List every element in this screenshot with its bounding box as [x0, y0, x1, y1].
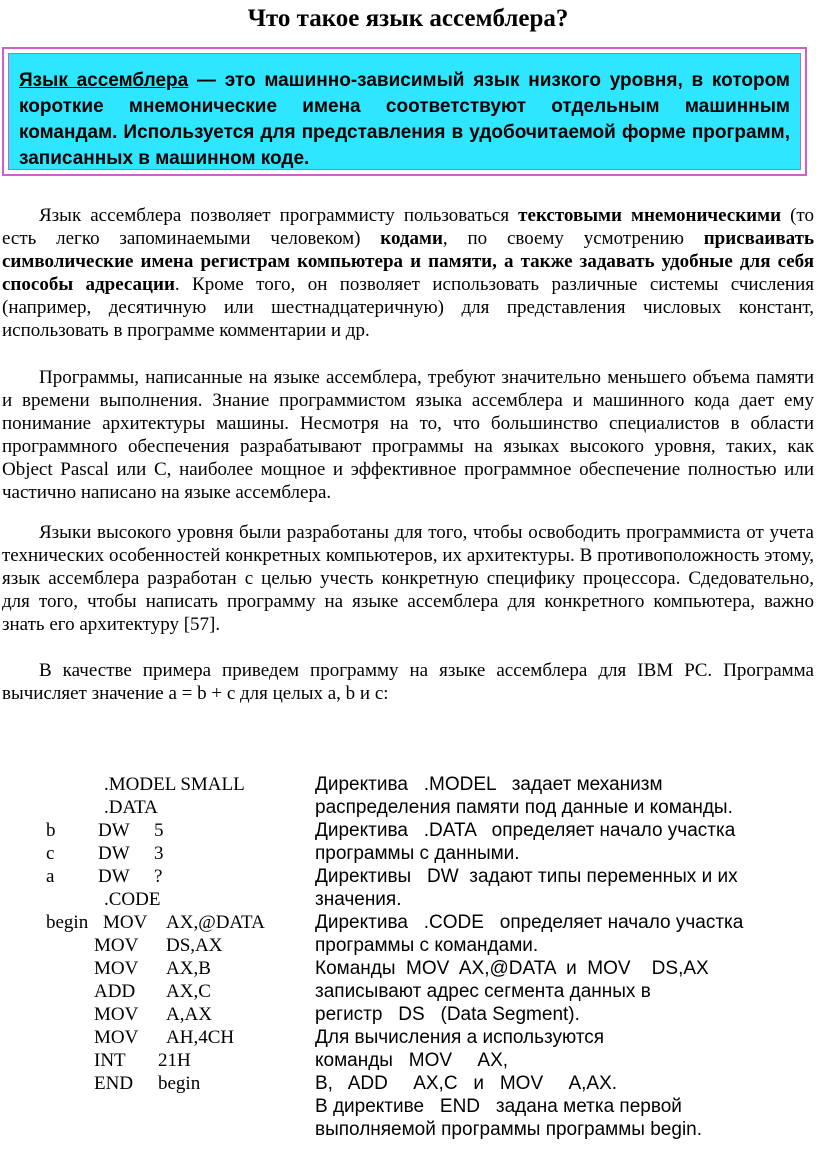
comment-line: регистр DS (Data Segment). — [315, 1004, 580, 1025]
p1-bold-3: присваивать символические имена регистрам компьютера и памяти, а также задавать удобные для себя способы адресации — [2, 228, 814, 295]
code-label: begin — [46, 912, 89, 933]
code-arg: AX,C — [166, 981, 211, 1002]
code-label: a — [46, 866, 55, 887]
code-op: MOV — [94, 935, 139, 956]
paragraph-4: В качестве примера приведем программу на языке ассемблера для IBM PC. Программа вычисляет значение а = b + с для целых а, b и с: — [2, 660, 814, 704]
p1-text-1: Язык ассемблера позволяет программисту пользоваться — [39, 205, 519, 226]
code-line — [46, 796, 306, 819]
code-line — [46, 1072, 306, 1095]
code-arg: AX,B — [166, 958, 211, 979]
code-line — [46, 1049, 306, 1072]
comment-line: распределения памяти под данные и команды. — [315, 797, 733, 818]
p1-bold-1: текстовыми мнемоническими — [518, 205, 782, 226]
code-op: DW — [98, 820, 130, 841]
code-arg: ? — [154, 866, 163, 887]
comment-line: записывают адрес сегмента данных в — [315, 981, 651, 1002]
code-op: .CODE — [104, 889, 161, 910]
assembly-code-listing — [46, 773, 306, 1095]
paragraph-1 — [2, 204, 814, 342]
p1-text-4: . Кроме того, он позволяет использовать различные системы счисления (например, десятичную или шестнадцатеричную) для представления числовых констант, использовать в программе комментарии и др. — [2, 274, 814, 341]
code-arg: 3 — [154, 843, 164, 864]
code-line — [46, 911, 306, 934]
p1-text-3: , по своему усмотрению — [442, 228, 704, 249]
comment-line: Директива .MODEL задает механизм — [315, 774, 663, 795]
code-line — [46, 957, 306, 980]
code-op: ADD — [94, 981, 136, 1002]
comment-line: выполняемой программы программы begin. — [315, 1119, 703, 1140]
code-op: INT — [94, 1050, 126, 1071]
comment-line: Директива .DATA определяет начало участка — [315, 820, 736, 841]
comment-line: В директиве END задана метка первой — [315, 1096, 682, 1117]
code-arg: A,AX — [166, 1004, 212, 1025]
code-op: DW — [98, 843, 130, 864]
definition-box — [2, 47, 807, 176]
code-op: END — [94, 1073, 134, 1094]
code-op: DW — [98, 866, 130, 887]
code-arg: 21H — [158, 1050, 191, 1071]
code-op: MOV — [94, 958, 139, 979]
definition-text — [8, 53, 801, 170]
p1-text-2: (то есть легко запоминаемыми человеком) — [2, 205, 814, 249]
paragraph-3: Языки высокого уровня были разработаны для того, чтобы освободить программиста от учета технических особенностей конкретных компьютеров, их архитектуры. В противоположность этому, язык ассемблера разработан с целью учесть конкретную специфику процессора. Сдедовательно, для того, чтобы написать программу на языке ассемблера для конкретного компьютера, важно знать его архитектуру [57]. — [2, 522, 814, 635]
code-line — [46, 934, 306, 957]
code-arg: begin — [158, 1073, 201, 1094]
code-op: MOV — [94, 1004, 139, 1025]
code-label: b — [46, 820, 56, 841]
code-label: c — [46, 843, 55, 864]
code-arg: 5 — [154, 820, 164, 841]
code-line — [46, 888, 306, 911]
code-line — [46, 980, 306, 1003]
comment-line: Для вычисления а используются — [315, 1027, 605, 1048]
code-arg: AH,4CH — [166, 1027, 235, 1048]
code-op: .MODEL SMALL — [104, 774, 245, 795]
code-op: MOV — [103, 912, 148, 933]
comment-line: программы с данными. — [315, 843, 520, 864]
code-op: MOV — [94, 1027, 139, 1048]
comment-line: программы с командами. — [315, 935, 539, 956]
code-line — [46, 1003, 306, 1026]
paragraph-2: Программы, написанные на языке ассемблера, требуют значительно меньшего объема памяти и времени выполнения. Знание программистом языка ассемблера и машинного кода дает ему понимание архитектуры машины. Несмотря на то, что большинство специалистов в области программного обеспечения разрабатывают программы на языках высокого уровня, таких, как Object Pascal или C, наиболее мощное и эффективное программное обеспечение полностью или частично написано на языке ассемблера. — [2, 367, 814, 503]
definition-term: Язык ассемблера — [19, 70, 189, 91]
code-line — [46, 819, 306, 842]
code-line — [46, 773, 306, 796]
code-arg: AX,@DATA — [166, 912, 265, 933]
p1-bold-2: кодами — [380, 228, 443, 249]
code-comments — [315, 773, 775, 1141]
code-arg: DS,AX — [166, 935, 223, 956]
comment-line: B, ADD AX,C и MOV A,AX. — [315, 1073, 618, 1094]
comment-line: Директива .CODE определяет начало участка — [315, 912, 744, 933]
comment-line: Директивы DW задают типы переменных и их — [315, 866, 738, 887]
definition-body: — это машинно-зависимый язык низкого уровня, в котором короткие мнемонические имена соответствуют отдельным машинным командам. Используется для представления в удобочитаемой форме программ, записанных в машинном коде. — [19, 70, 790, 169]
comment-line: команды MOV AX, — [315, 1050, 509, 1071]
code-line — [46, 842, 306, 865]
code-op: .DATA — [104, 797, 158, 818]
comment-line: значения. — [315, 889, 402, 910]
code-line — [46, 865, 306, 888]
page-title: Что такое язык ассемблера? — [247, 5, 569, 32]
code-line — [46, 1026, 306, 1049]
comment-line: Команды MOV AX,@DATA и MOV DS,AX — [315, 958, 709, 979]
